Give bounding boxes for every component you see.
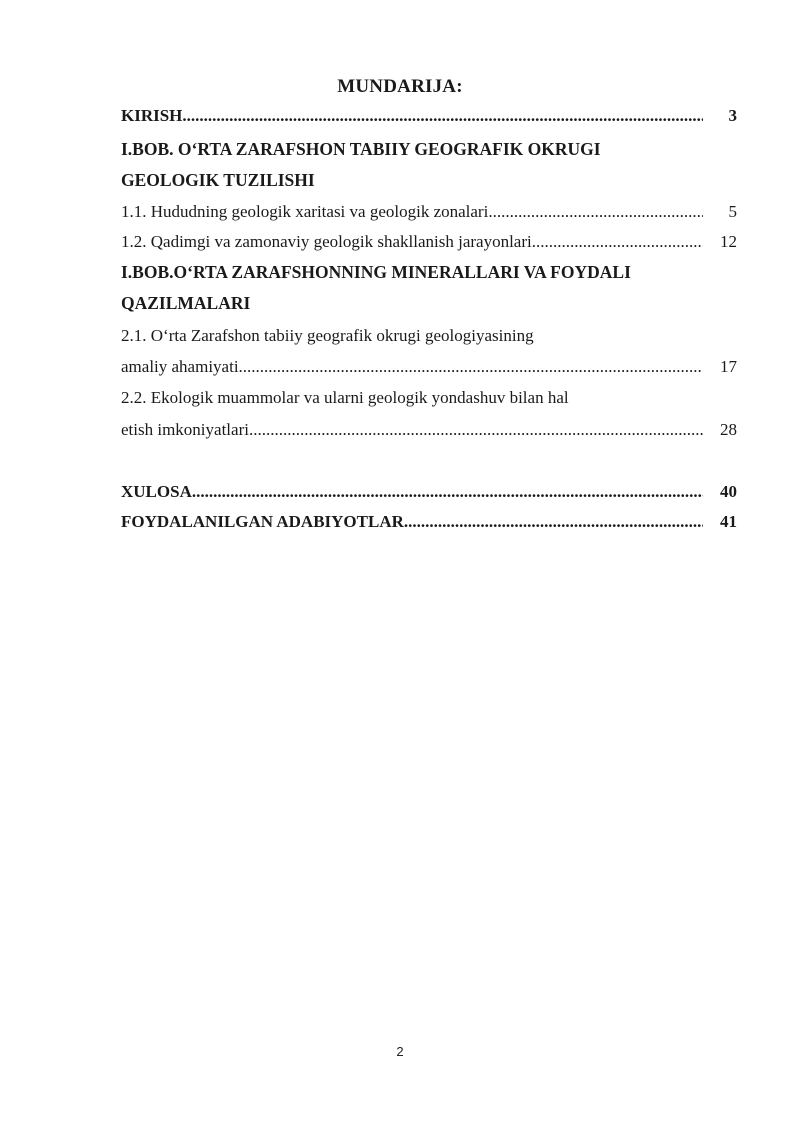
toc-leader-dots [192,482,703,502]
toc-entry-page: 40 [720,482,737,501]
toc-chapter-1-heading-cont[interactable] [121,170,737,191]
toc-chapter-label: GEOLOGIK TUZILISHI [121,170,315,190]
toc-entry-page: 17 [720,357,737,376]
toc-chapter-2-heading-cont[interactable] [121,293,737,314]
toc-entry-2-2[interactable] [121,420,737,440]
footer-page-number: 2 [396,1044,404,1059]
toc-entry-page: 12 [720,232,737,251]
toc-chapter-label: I.BOB.O‘RTA ZARAFSHONNING MINERALLARI VA FOYDALI [121,262,631,282]
toc-entry-2-1[interactable] [121,357,737,377]
toc-chapter-label: I.BOB. O‘RTA ZARAFSHON TABIIY GEOGRAFIK OKRUGI [121,139,601,159]
toc-entry-label: KIRISH [121,106,183,125]
toc-entry-page: 41 [720,512,737,531]
toc-entry-page: 3 [728,106,737,125]
toc-entry-adabiyotlar[interactable] [121,512,737,532]
toc-entry-2-1-title[interactable] [121,326,737,346]
toc-chapter-1-heading[interactable] [121,139,737,160]
toc-entry-label: 1.1. Hududning geologik xaritasi va geologik zonalari [121,202,489,221]
toc-leader-dots [488,202,703,222]
toc-entry-page: 28 [720,420,737,439]
toc-entry-kirish[interactable] [121,106,737,126]
toc-entry-page: 5 [728,202,737,221]
toc-leader-dots [182,106,703,126]
toc-entry-label: XULOSA [121,482,192,501]
toc-leader-dots [404,512,703,532]
toc-chapter-label: QAZILMALARI [121,293,251,313]
page-title: MUNDARIJA: [337,76,463,97]
toc-entry-label: FOYDALANILGAN ADABIYOTLAR [121,512,404,531]
toc-entry-xulosa[interactable] [121,482,737,502]
toc-entry-label: 1.2. Qadimgi va zamonaviy geologik shakllanish jarayonlari [121,232,532,251]
toc-entry-label: 2.1. O‘rta Zarafshon tabiiy geografik okrugi geologiyasining [121,326,534,345]
toc-entry-label: amaliy ahamiyati [121,357,239,376]
toc-entry-1-2[interactable] [121,232,737,252]
toc-leader-dots [239,357,703,377]
toc-leader-dots [249,420,703,440]
toc-entry-2-2-title[interactable] [121,388,737,408]
toc-entry-label: 2.2. Ekologik muammolar va ularni geologik yondashuv bilan hal [121,388,569,407]
toc-leader-dots [532,232,703,252]
toc-chapter-2-heading[interactable] [121,262,737,283]
toc-entry-1-1[interactable] [121,202,737,222]
toc-entry-label: etish imkoniyatlari [121,420,249,439]
